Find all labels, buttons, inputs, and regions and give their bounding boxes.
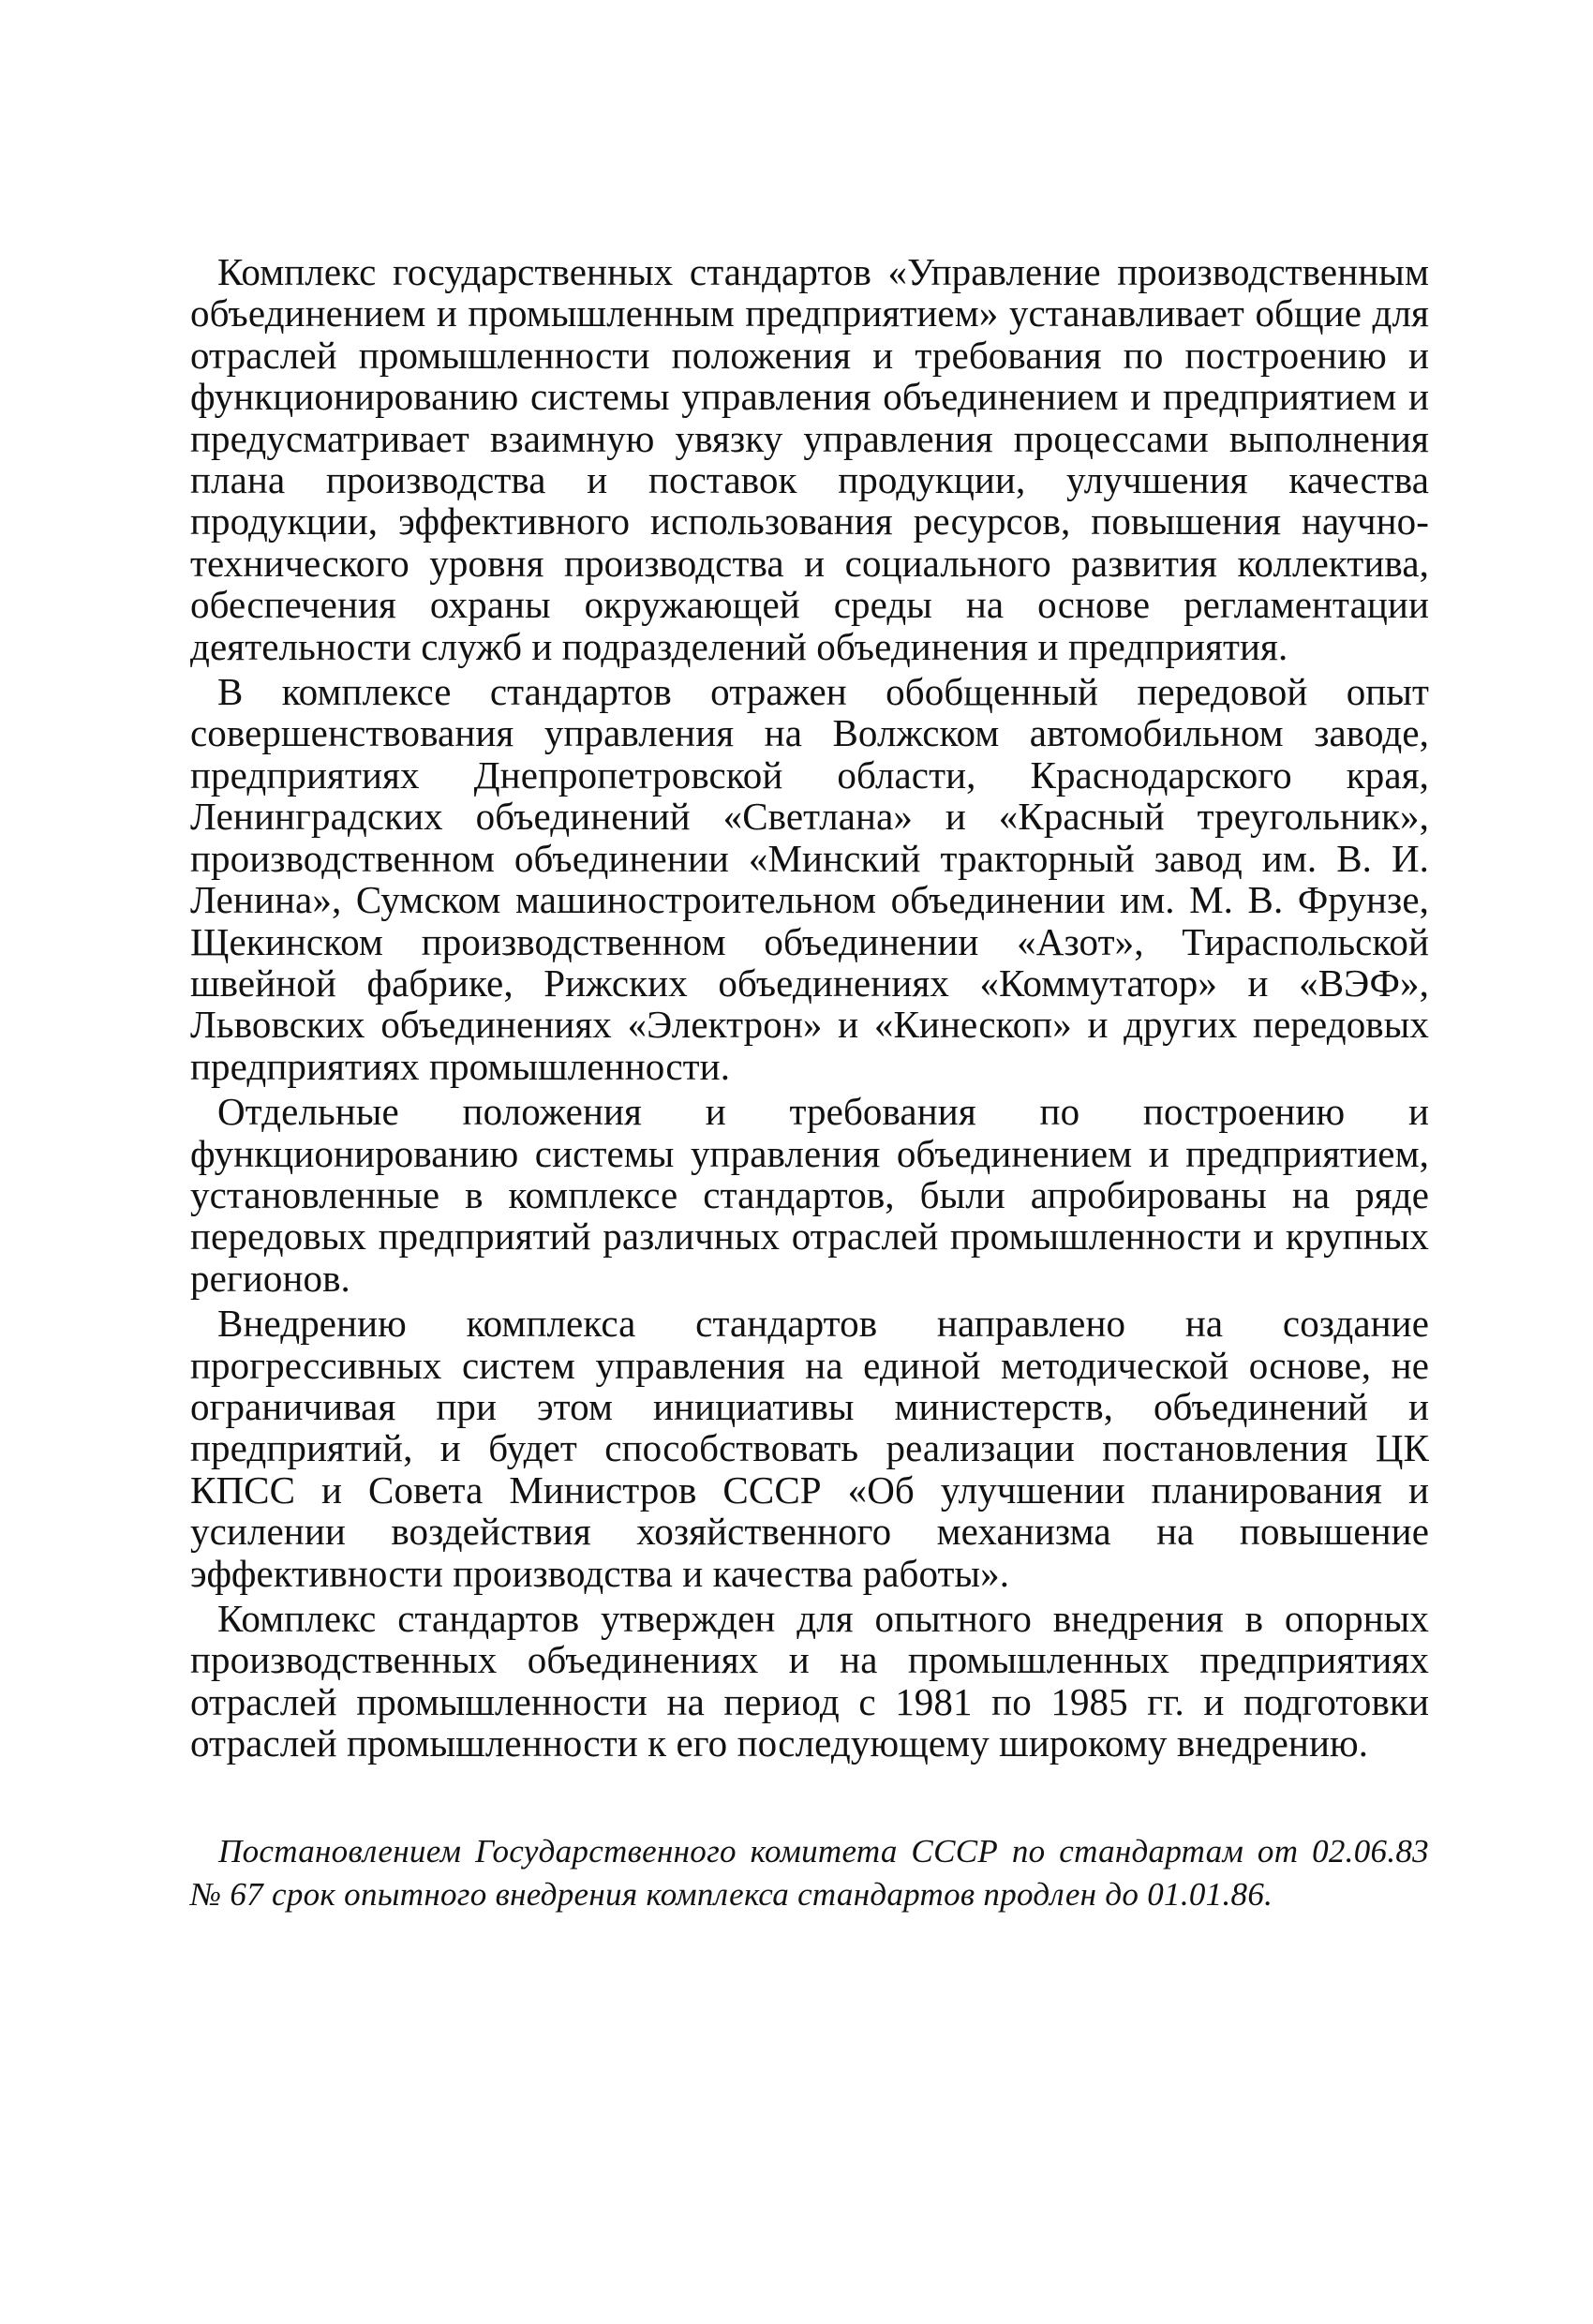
paragraph-approval-period: Комплекс стандартов утвержден для опытного внедрения в опорных производственных объединениях и на промышленных предприятиях отраслей промышленности на период с 1981 по 1985 гг. и подготовки отраслей промышленности к его последующему широкому внедрению. — [190, 1597, 1429, 1765]
paragraph-implementation: Внедрению комплекса стандартов направлено на создание прогрессивных систем управления на единой методической основе, не ограничивая при этом инициативы министерств, объединений и предприятий, и будет способствовать реализации постановления ЦК КПСС и Совета Министров СССР «Об улучшении планирования и усилении воздействия хозяйственного механизма на повышение эффективности производства и качества работы». — [190, 1302, 1429, 1595]
paragraph-complex-purpose: Комплекс государственных стандартов «Управление производственным объединением и промышленным предприятием» устанавливает общие для отраслей промышленности положения и требования по построению и функционированию системы управления объединением и предприятием и предусматривает взаимную увязку управления процессами выполнения плана производства и поставок продукции, улучшения качества продукции, эффективного использования ресурсов, повышения научно-технического уровня производства и социального развития коллектива, обеспечения охраны окружающей среды на основе регламентации деятельности служб и подразделений объединения и предприятия. — [190, 250, 1429, 668]
paragraph-approbation: Отдельные положения и требования по построению и функционированию системы управления объединением и предприятием, установленные в комплексе стандартов, были апробированы на ряде передовых предприятий различных отраслей промышленности и крупных регионов. — [190, 1090, 1429, 1300]
footnote-extension: Постановлением Государственного комитета СССР по стандартам от 02.06.83 № 67 срок опытного внедрения комплекса стандартов продлен до 01.01.86. — [190, 1832, 1429, 1913]
paragraph-advanced-experience: В комплексе стандартов отражен обобщенный передовой опыт совершенствования управления на Волжском автомобильном заводе, предприятиях Днепропетровской области, Краснодарского края, Ленинградских объединений «Светлана» и «Красный треугольник», производственном объединении «Минский тракторный завод им. В. И. Ленина», Сумском машиностроительном объединении им. М. В. Фрунзе, Щекинском производственном объединении «Азот», Тираспольской швейной фабрике, Рижских объединениях «Коммутатор» и «ВЭФ», Львовских объединениях «Электрон» и «Кинескоп» и других передовых предприятиях промышленности. — [190, 670, 1429, 1088]
document-body — [190, 251, 1429, 1916]
